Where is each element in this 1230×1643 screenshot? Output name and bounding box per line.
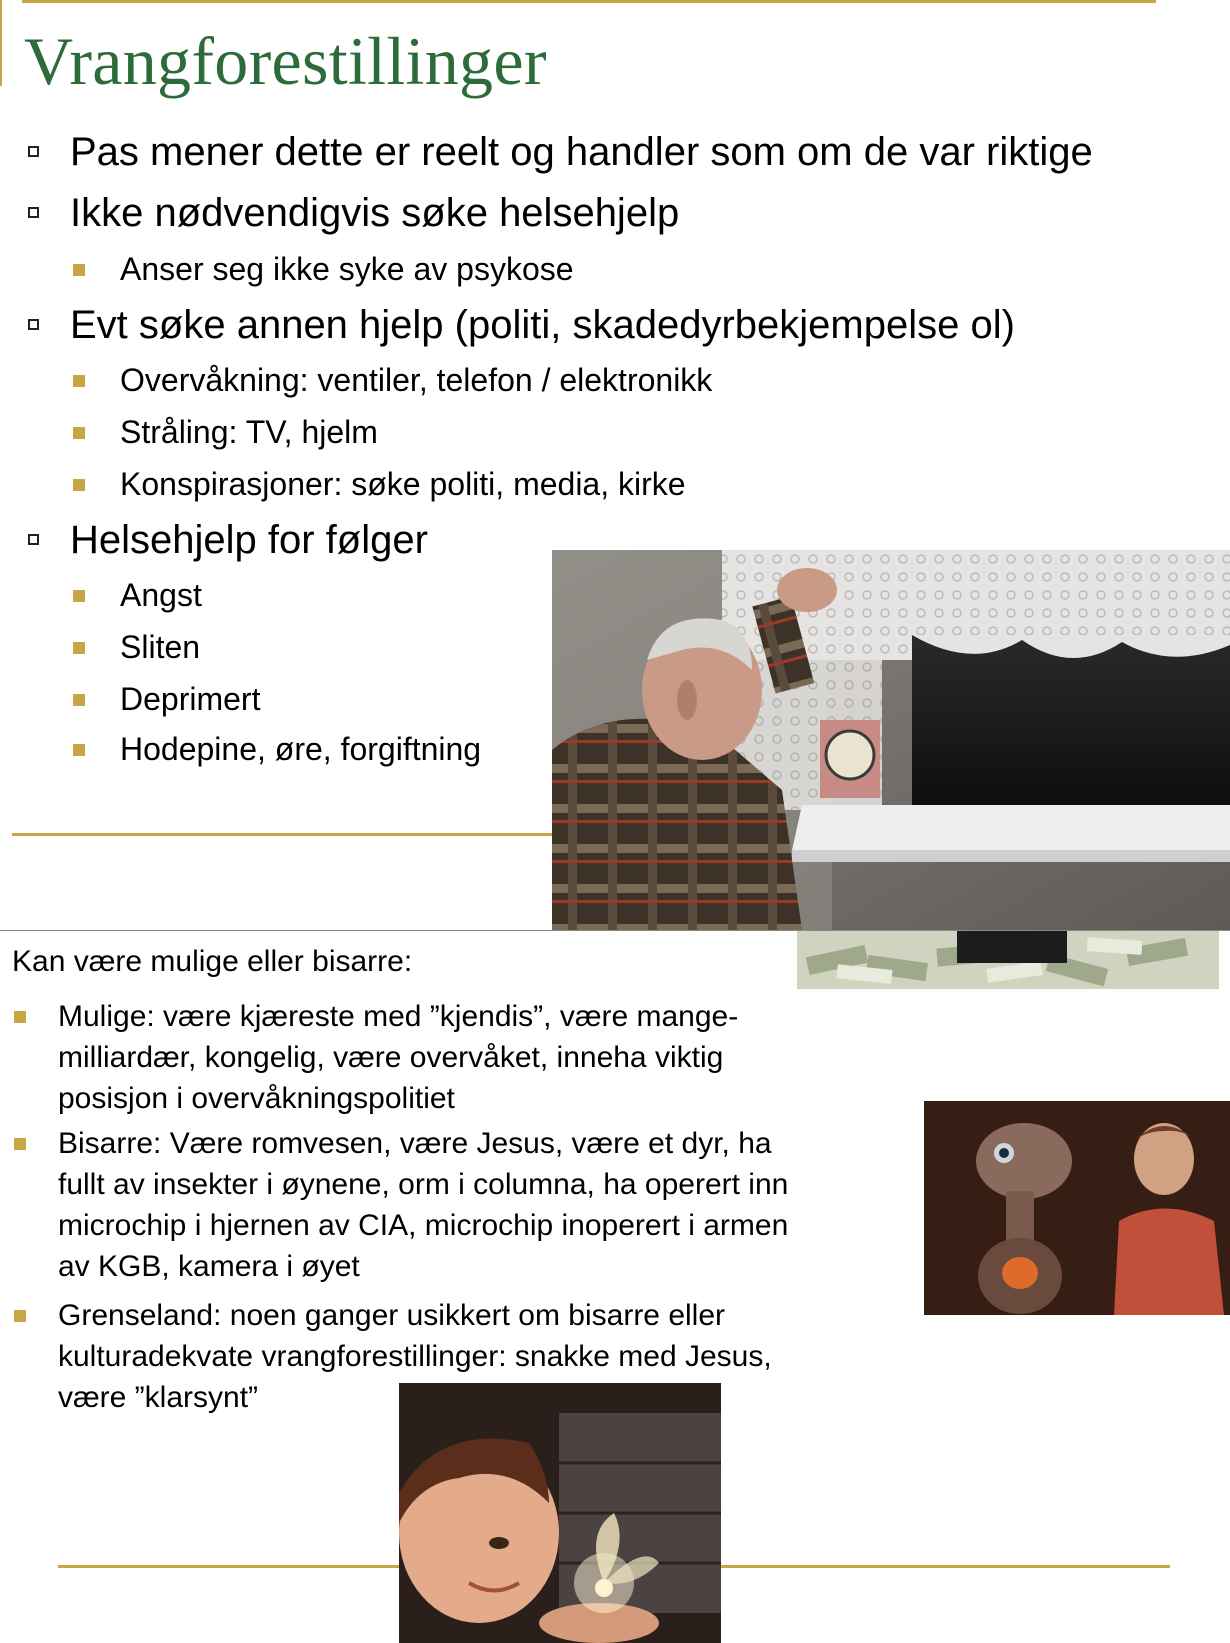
- sub-bullet: Hodepine, øre, forgiftning: [120, 730, 481, 768]
- gold-square-bullet-icon: [14, 1011, 26, 1023]
- gold-square-bullet-icon: [73, 427, 85, 439]
- hollow-square-bullet-icon: [28, 319, 39, 330]
- gold-square-bullet-icon: [73, 590, 85, 602]
- bullet-4: Helsehjelp for følger: [70, 517, 428, 563]
- bottom-rule: [12, 833, 552, 836]
- money-pile-image: [797, 931, 1219, 989]
- sub-bullet: Anser seg ikke syke av psykose: [120, 250, 574, 288]
- gold-square-bullet-icon: [73, 479, 85, 491]
- left-rule: [0, 0, 2, 86]
- bullet-bisarre: Bisarre: Være romvesen, være Jesus, være et dyr, ha fullt av insekter i øynene, orm i columna, ha operert inn microchip i hjernen av CIA, microchip inoperert i armen av KGB, kamera i øyet: [58, 1123, 908, 1287]
- sub-bullet: Konspirasjoner: søke politi, media, kirke: [120, 465, 686, 503]
- child-with-fairy-image: [399, 1383, 721, 1643]
- gold-square-bullet-icon: [14, 1138, 26, 1150]
- man-at-window-photo: [552, 550, 1230, 930]
- bullet-1: Pas mener dette er reelt og handler som om de var riktige: [70, 129, 1093, 175]
- gold-square-bullet-icon: [14, 1310, 26, 1322]
- sub-bullet: Angst: [120, 576, 202, 614]
- hollow-square-bullet-icon: [28, 146, 39, 157]
- gold-square-bullet-icon: [73, 642, 85, 654]
- gold-square-bullet-icon: [73, 694, 85, 706]
- slide-title: Vrangforestillinger: [24, 23, 547, 99]
- bullet-3: Evt søke annen hjelp (politi, skadedyrbekjempelse ol): [70, 302, 1015, 348]
- gold-square-bullet-icon: [73, 264, 85, 276]
- sub-bullet: Stråling: TV, hjelm: [120, 413, 378, 451]
- hollow-square-bullet-icon: [28, 207, 39, 218]
- slide-2: [0, 930, 1230, 1643]
- sub-bullet: Sliten: [120, 628, 200, 666]
- intro-text: Kan være mulige eller bisarre:: [12, 945, 413, 978]
- top-rule: [22, 0, 1156, 3]
- hollow-square-bullet-icon: [28, 534, 39, 545]
- sub-bullet: Deprimert: [120, 680, 260, 718]
- gold-square-bullet-icon: [73, 744, 85, 756]
- bullet-2: Ikke nødvendigvis søke helsehjelp: [70, 190, 679, 236]
- sub-bullet: Overvåkning: ventiler, telefon / elektronikk: [120, 361, 712, 399]
- gold-square-bullet-icon: [73, 375, 85, 387]
- bullet-mulige: Mulige: være kjæreste med ”kjendis”, være mange- milliardær, kongelig, være overvåket, inneha viktig posisjon i overvåkningspolitiet: [58, 996, 908, 1119]
- bullet-grenseland: Grenseland: noen ganger usikkert om bisarre eller kulturadekvate vrangforestillinger: snakke med Jesus, være ”klarsynt”: [58, 1295, 908, 1418]
- alien-and-boy-image: [924, 1101, 1230, 1315]
